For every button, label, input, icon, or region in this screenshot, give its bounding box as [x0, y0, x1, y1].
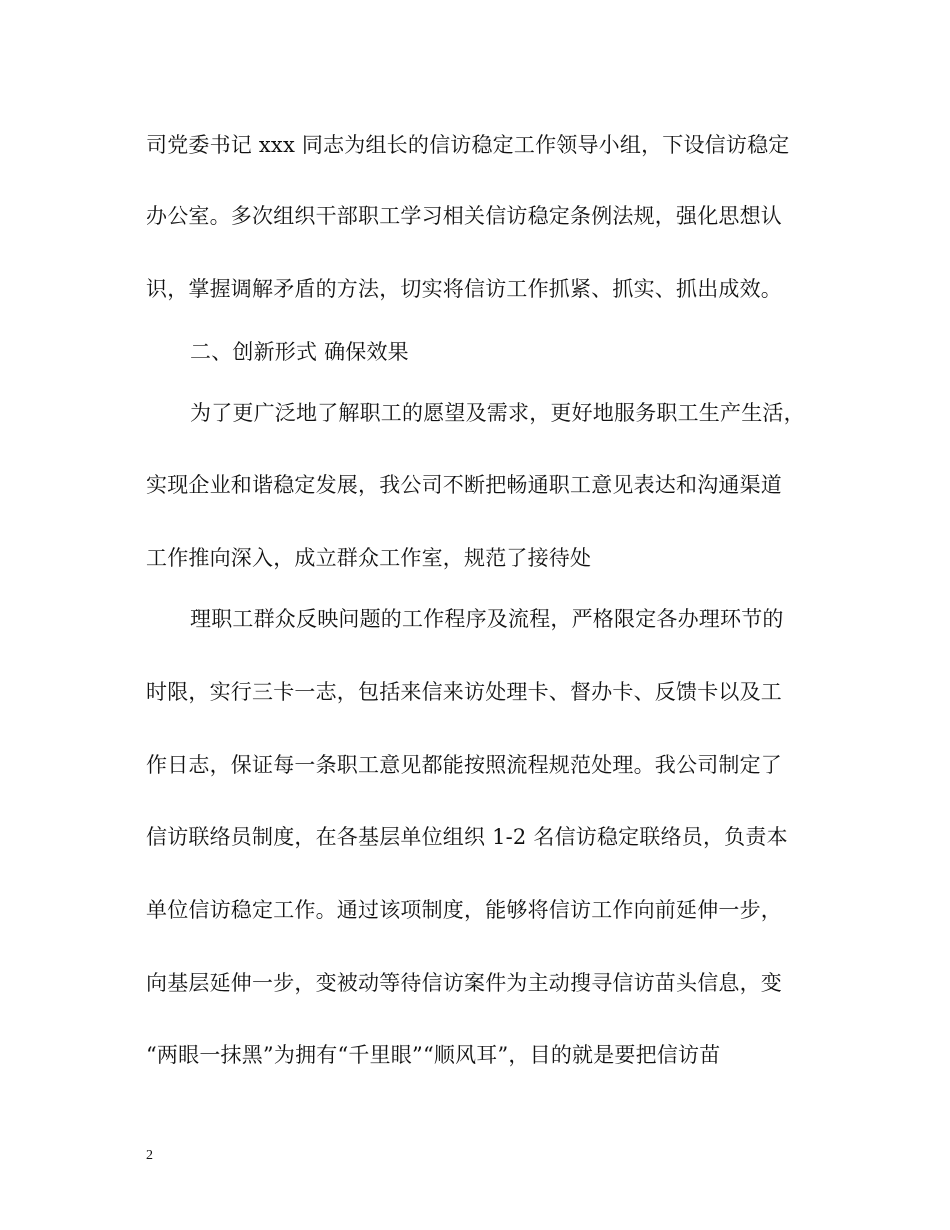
- body-line: 办公室。多次组织干部职工学习相关信访稳定条例法规，强化思想认: [146, 204, 782, 228]
- body-line: 司党委书记 xxx 同志为组长的信访稳定工作领导小组，下设信访稳定: [146, 133, 790, 157]
- body-line: 理职工群众反映问题的工作程序及流程，严格限定各办理环节的: [190, 607, 784, 631]
- body-line: 单位信访稳定工作。通过该项制度，能够将信访工作向前延伸一步，: [146, 898, 782, 922]
- body-line: 为了更广泛地了解职工的愿望及需求，更好地服务职工生产生活，: [190, 401, 805, 425]
- body-line: 识，掌握调解矛盾的方法，切实将信访工作抓紧、抓实、抓出成效。: [146, 277, 782, 301]
- section-heading: 二、创新形式 确保效果: [190, 340, 409, 364]
- body-line: 向基层延伸一步，变被动等待信访案件为主动搜寻信访苗头信息，变: [146, 971, 782, 995]
- body-line: 信访联络员制度，在各基层单位组织 1-2 名信访稳定联络员，负责本: [146, 825, 788, 849]
- body-line: 实现企业和谐稳定发展，我公司不断把畅通职工意见表达和沟通渠道: [146, 473, 782, 497]
- body-line: “两眼一抹黑”为拥有“千里眼”“顺风耳”，目的就是要把信访苗: [146, 1043, 721, 1067]
- body-line: 工作推向深入，成立群众工作室，规范了接待处: [146, 546, 592, 570]
- body-line: 作日志，保证每一条职工意见都能按照流程规范处理。我公司制定了: [146, 753, 782, 777]
- page-number: 2: [146, 1148, 153, 1163]
- body-line: 时限，实行三卡一志，包括来信来访处理卡、督办卡、反馈卡以及工: [146, 680, 782, 704]
